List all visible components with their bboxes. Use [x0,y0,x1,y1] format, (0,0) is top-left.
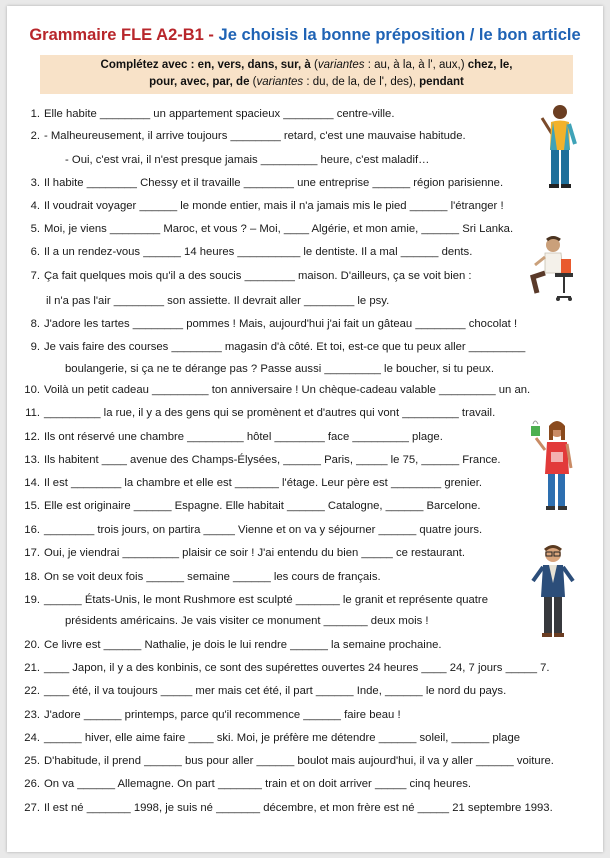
instructions-box [40,55,573,94]
exercise-number: 7. [30,270,40,282]
exercise-text: - Oui, c'est vrai, il n'est presque jamais _________ heure, c'est maladif… [65,154,430,166]
exercise-number: 3. [30,177,40,189]
exercise-text: ____ été, il va toujours _____ mer mais cet été, il part ______ Inde, ______ le nord du pays. [44,685,507,697]
exercise-item [22,406,495,420]
instructions-line-2 [40,74,573,91]
exercise-number: 18. [24,571,40,583]
exercise-text: Ça fait quelques mois qu'il a des soucis ________ maison. D'ailleurs, ça se voit bien : [44,270,472,282]
title-separator: - [203,26,219,44]
exercise-number: 19. [24,594,40,606]
exercise-item-continuation [65,614,429,628]
instr-preps-4: pendant [419,76,464,88]
exercise-item [22,129,466,143]
exercise-item [22,340,525,354]
exercise-item [22,523,482,537]
exercise-item [22,430,443,444]
exercise-text: J'adore les tartes ________ pommes ! Mais, aujourd'hui j'ai fait un gâteau ________ chocolat ! [44,318,518,330]
exercise-item [22,199,504,213]
exercise-number: 23. [24,709,40,721]
exercise-item [22,684,506,698]
exercise-item [22,453,501,467]
title-level: Grammaire FLE A2-B1 [29,26,204,44]
exercise-number: 10. [24,384,40,396]
instr-variantes-1: variantes [317,59,365,71]
exercise-text: On se voit deux fois ______ semaine ______ les cours de français. [44,571,381,583]
exercise-number: 25. [24,755,40,767]
exercise-number: 6. [30,246,40,258]
exercise-number: 12. [24,431,40,443]
instr-variants-list-2: : du, de la, de l', des), [303,76,420,88]
exercise-number: 2. [30,130,40,142]
exercise-text: Elle est originaire ______ Espagne. Elle habitait ______ Catalogne, ______ Barcelone. [44,500,481,512]
exercise-text: - Malheureusement, il arrive toujours ________ retard, c'est une mauvaise habitude. [44,130,466,142]
exercise-item [22,777,471,791]
exercise-text: Elle habite ________ un appartement spacieux ________ centre-ville. [44,108,395,120]
man-pointing-figure [538,100,580,190]
exercise-text: présidents américains. Je vais visiter ce monument _______ deux mois ! [65,615,429,627]
exercise-number: 8. [30,318,40,330]
exercise-item [22,176,503,190]
instr-lead: Complétez avec : [100,59,198,71]
exercise-item [22,222,513,236]
exercise-text: Il voudrait voyager ______ le monde entier, mais il n'a jamais mis le pied ______ l'étranger ! [44,200,504,212]
exercise-number: 11. [25,407,40,419]
exercise-item [22,499,481,513]
title-topic: Je choisis la bonne préposition / le bon article [218,26,581,44]
exercise-text: J'adore ______ printemps, parce qu'il recommence ______ faire beau ! [44,709,401,721]
exercise-number: 22. [24,685,40,697]
exercise-text: Ils habitent ____ avenue des Champs-Élysées, ______ Paris, _____ le 75, ______ France. [44,454,501,466]
exercise-text: boulangerie, si ça ne te dérange pas ? Passe aussi _________ le boucher, si tu peux. [65,363,494,375]
exercise-item [22,754,554,768]
woman-mug-figure [527,418,577,513]
exercise-text: _________ la rue, il y a des gens qui se promènent et d'autres qui vont _________ travail. [44,407,496,419]
exercise-text: Il a un rendez-vous ______ 14 heures __________ le dentiste. Il a mal ______ dents. [44,246,473,258]
exercise-text: ______ hiver, elle aime faire ____ ski. Moi, je préfère me détendre ______ soleil, ______ plage [44,732,521,744]
exercise-number: 20. [24,639,40,651]
man-sitting-chair-figure [527,235,579,305]
exercise-item [22,731,520,745]
man-glasses-figure [527,543,579,640]
exercise-text: ______ États-Unis, le mont Rushmore est sculpté _______ le granit et représente quatre [44,594,488,606]
exercise-item [22,638,442,652]
exercise-item-continuation [65,153,429,167]
exercise-number: 13. [24,454,40,466]
exercise-number: 5. [30,223,40,235]
exercise-item [22,593,488,607]
exercise-text: Moi, je viens ________ Maroc, et vous ? – Moi, ____ Algérie, et mon amie, ______ Sri Lanka. [44,223,514,235]
exercise-number: 24. [24,732,40,744]
exercise-text: ____ Japon, il y a des konbinis, ce sont des supérettes ouvertes 24 heures ____ 24, 7 jours _____ 7. [44,662,550,674]
exercise-number: 26. [24,778,40,790]
exercise-text: Voilà un petit cadeau _________ ton anniversaire ! Un chèque-cadeau valable _________ un an. [44,384,531,396]
exercise-number: 9. [30,341,40,353]
instr-preps-2: chez, le, [467,59,513,71]
instr-paren-2: ( [249,76,257,88]
exercise-number: 21. [24,662,40,674]
exercise-text: On va ______ Allemagne. On part _______ train et on doit arriver _____ cinq heures. [44,778,472,790]
exercise-item [22,107,394,121]
exercise-item [22,269,472,283]
exercise-text: ________ trois jours, on partira _____ Vienne et on va y séjourner ______ quatre jours. [44,524,483,536]
exercise-number: 1. [30,108,40,120]
exercise-item-continuation [46,294,389,308]
exercise-item [22,708,401,722]
exercise-text: Oui, je viendrai _________ plaisir ce soir ! J'ai entendu du bien _____ ce restaurant. [44,547,466,559]
instr-variants-list-1: : au, à la, à l', aux,) [364,59,468,71]
instr-preps-3: pour, avec, par, de [149,76,250,88]
exercise-number: 16. [24,524,40,536]
exercise-item [22,546,465,560]
exercise-text: Ce livre est ______ Nathalie, je dois le lui rendre ______ la semaine prochaine. [44,639,442,651]
exercise-item-continuation [65,362,494,376]
exercise-text: il n'a pas l'air ________ son assiette. Il devrait aller ________ le psy. [46,295,390,307]
exercise-item [22,317,517,331]
exercise-number: 4. [30,200,40,212]
page-title [0,26,610,45]
instr-paren: ( [310,59,318,71]
exercise-text: Il est ________ la chambre et elle est _______ l'étage. Leur père est ________ grenier. [44,477,483,489]
exercise-item [22,801,553,815]
exercise-item [22,245,472,259]
exercise-number: 14. [24,477,40,489]
exercise-text: Je vais faire des courses ________ magasin d'à côté. Et toi, est-ce que tu peux aller _________ [44,341,526,353]
exercise-item [22,570,381,584]
exercise-number: 17. [24,547,40,559]
instructions-line-1 [40,57,573,74]
exercise-number: 15. [24,500,40,512]
exercise-number: 27. [24,802,40,814]
exercise-item [22,661,550,675]
exercise-text: Il est né _______ 1998, je suis né _______ décembre, et mon frère est né _____ 21 septembre 1993. [44,802,553,814]
exercise-text: Ils ont réservé une chambre _________ hôtel ________ face _________ plage. [44,431,443,443]
exercise-text: Il habite ________ Chessy et il travaille ________ une entreprise ______ région parisienne. [44,177,504,189]
instr-preps-1: en, vers, dans, sur, à [197,59,311,71]
exercise-item [22,383,530,397]
instr-variantes-2: variantes [256,76,304,88]
exercise-text: D'habitude, il prend ______ bus pour aller ______ boulot mais aujourd'hui, il va y aller ______ voiture. [44,755,554,767]
exercise-item [22,476,482,490]
